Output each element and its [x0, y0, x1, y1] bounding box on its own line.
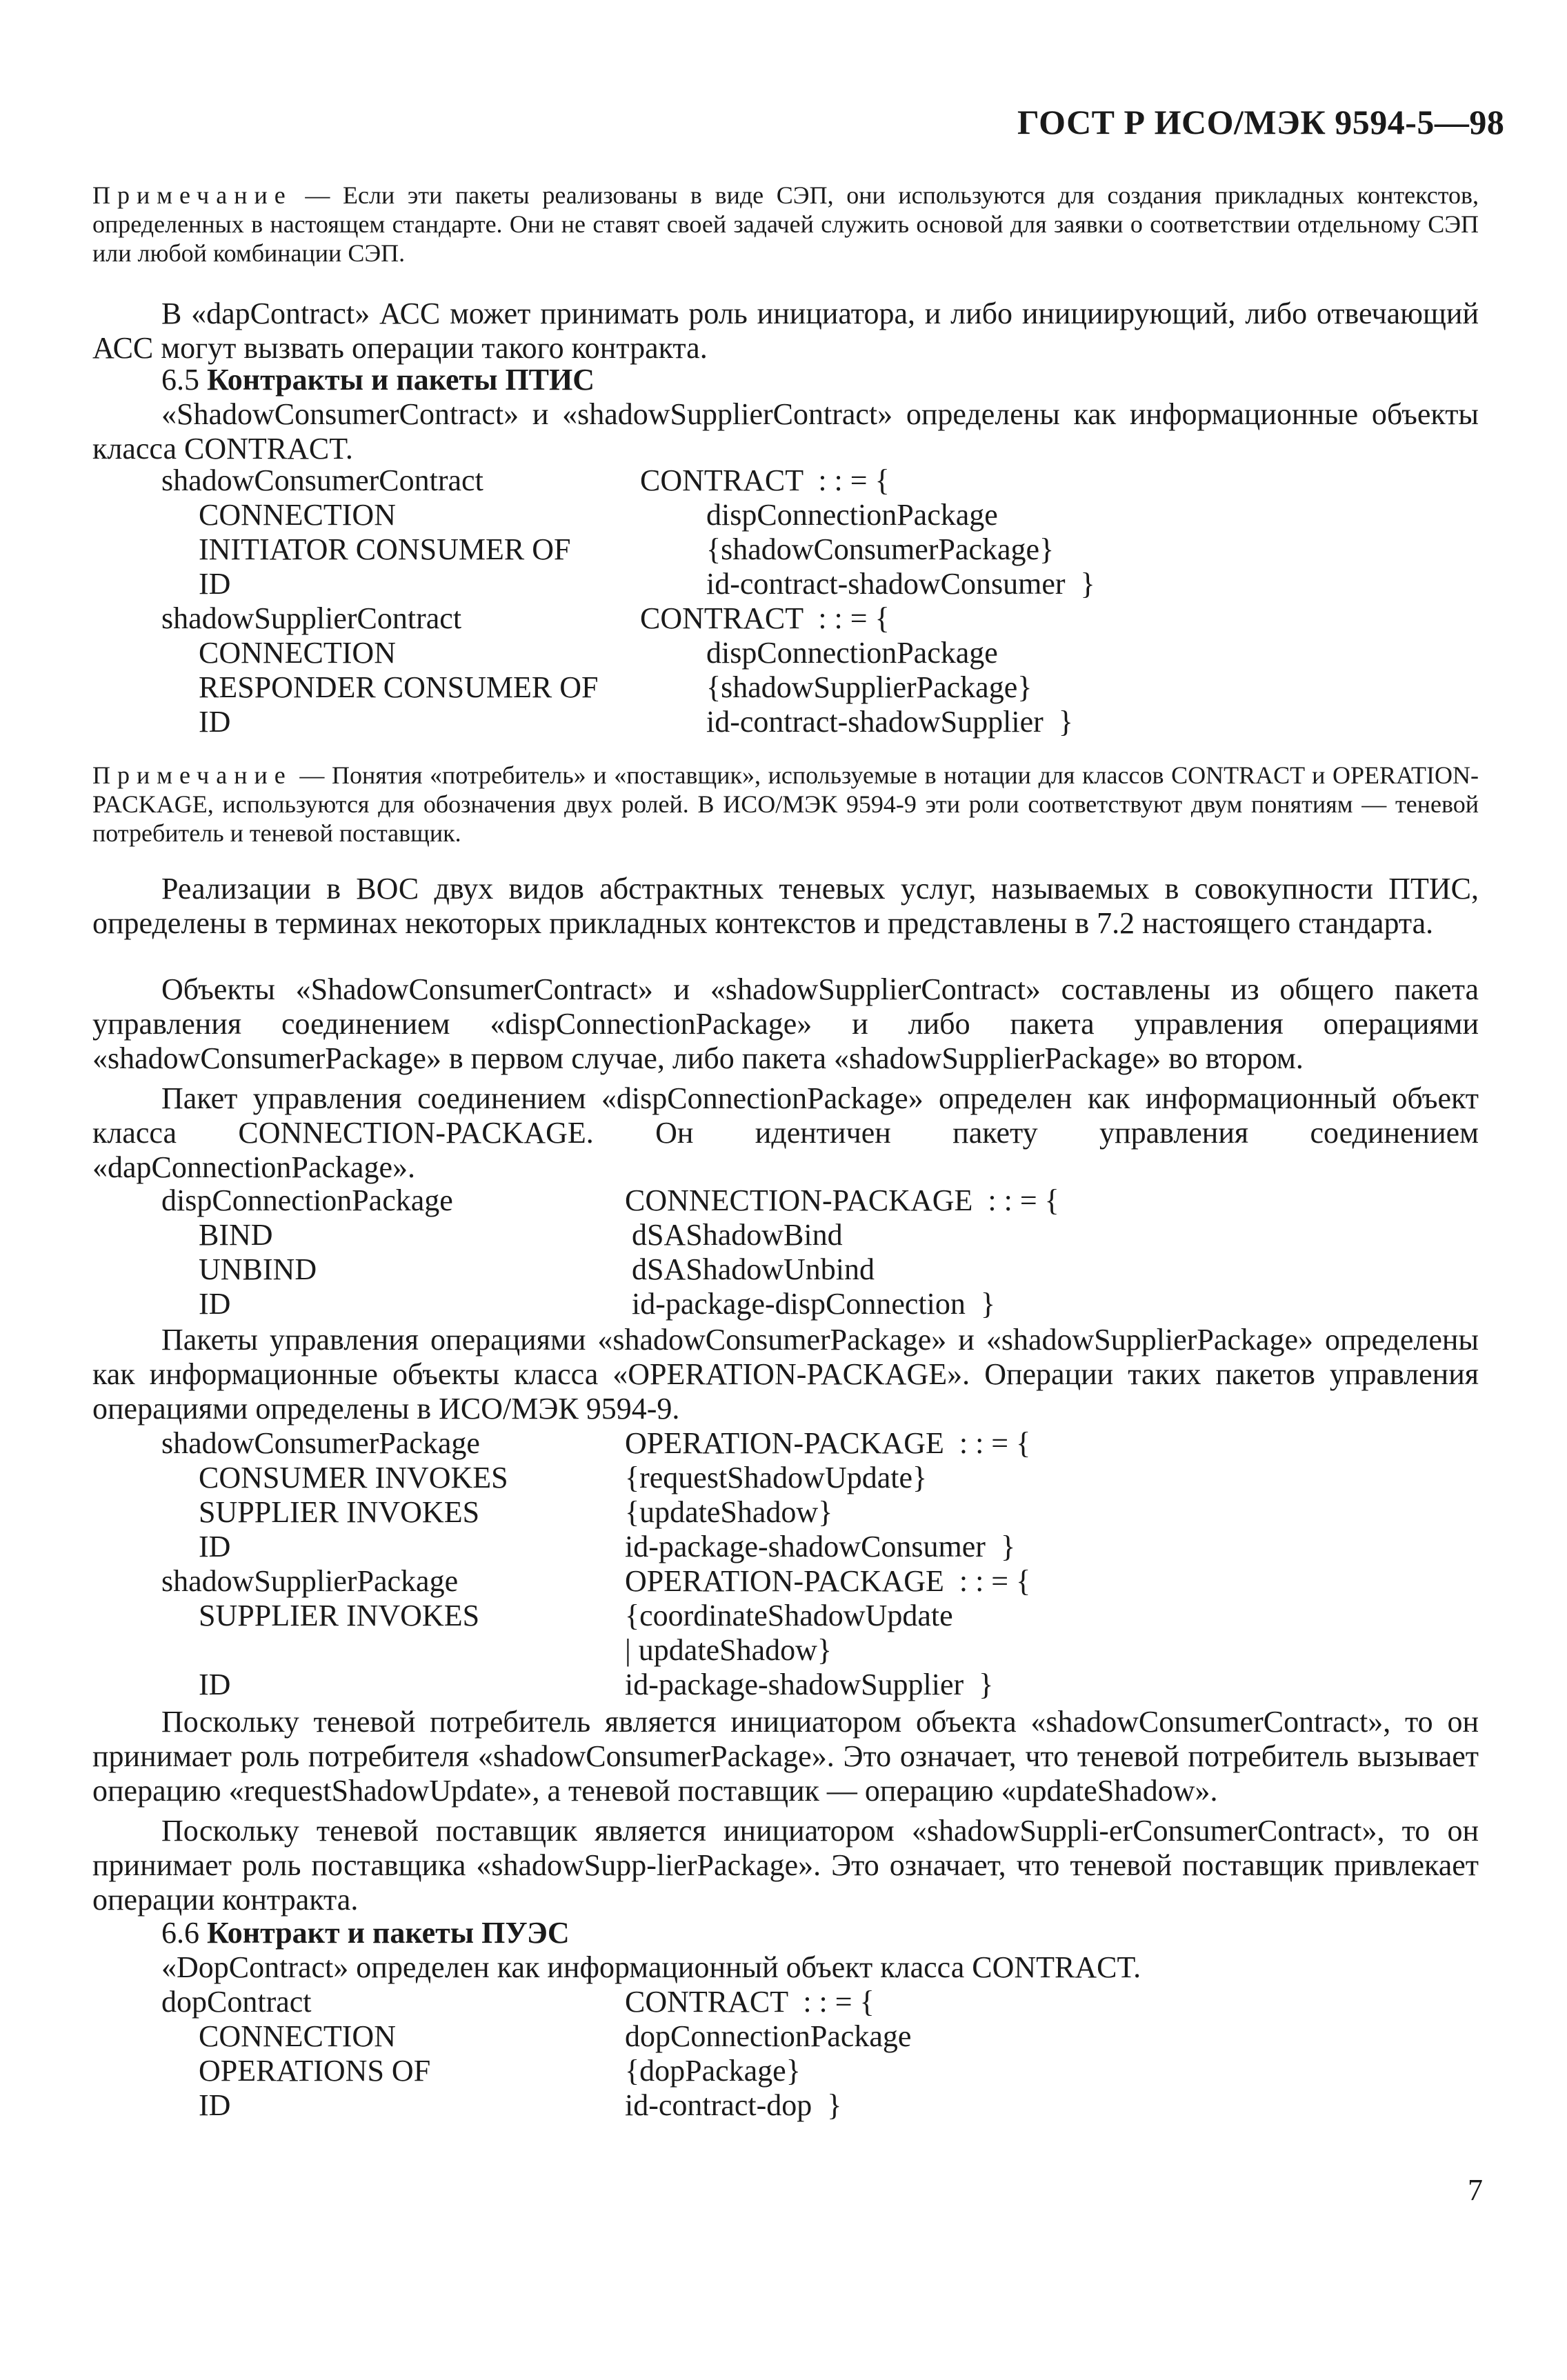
code-key: CONSUMER INVOKES — [199, 1461, 508, 1494]
code-key: ID — [199, 1287, 231, 1321]
code-block-disp-connection-package — [0, 1183, 1567, 1321]
section-heading-6-6 — [161, 1916, 570, 1950]
code-key: shadowConsumerPackage — [161, 1426, 480, 1460]
code-key: shadowConsumerContract — [161, 463, 483, 497]
code-key: CONNECTION — [199, 498, 396, 532]
paragraph-text: Поскольку теневой потребитель является инициатором объекта «shadowConsumerContract», то он принимает роль потребителя «shadowConsumerPackage». Это означает, что теневой потребитель вызывает операцию «requestShadowUpdate», а теневой поставщик — операцию «updateShadow». — [92, 1705, 1479, 1808]
section-heading-6-5 — [161, 363, 595, 397]
code-value: id-contract-dop } — [625, 2088, 842, 2122]
code-value: {shadowSupplierPackage} — [706, 670, 1032, 704]
page-number: 7 — [1468, 2173, 1483, 2207]
code-value: CONTRACT : : = { — [640, 463, 890, 497]
note-2 — [92, 761, 1479, 848]
paragraph-text: Пакет управления соединением «dispConnectionPackage» определен как информационный объект класса CONNECTION-PACKAGE. Он идентичен пакету управления соединением «dapConnectionPackage». — [92, 1081, 1479, 1184]
code-key: SUPPLIER INVOKES — [199, 1599, 480, 1632]
section-number: 6.6 — [161, 1916, 207, 1950]
paragraph-text: Реализации в ВОС двух видов абстрактных теневых услуг, называемых в совокупности ПТИС, определены в терминах некоторых прикладных контекстов и представлены в 7.2 настоящего стандарта. — [92, 872, 1479, 940]
code-value: {dopPackage} — [625, 2054, 801, 2088]
paragraph-disp-connection-package — [92, 1081, 1479, 1185]
code-value: id-package-shadowConsumer } — [625, 1530, 1016, 1563]
code-key: CONNECTION — [199, 2019, 396, 2053]
paragraph-implementations — [92, 872, 1479, 941]
code-block-shadow-contracts — [0, 463, 1567, 739]
code-value: {shadowConsumerPackage} — [706, 532, 1055, 566]
note-label: Примечание — [92, 181, 292, 209]
paragraph-dap-contract — [92, 297, 1479, 366]
paragraph-text: В «dapContract» АСС может принимать роль инициатора, и либо инициирующий, либо отвечающий АСС могут вызвать операции такого контракта. — [92, 297, 1479, 365]
paragraph-text: Объекты «ShadowConsumerContract» и «shadowSupplierContract» составлены из общего пакета управления соединением «dispConnectionPackage» и либо пакета управления операциями «shadowConsumerPackage» в первом случае, либо пакета «shadowSupplierPackage» во втором. — [92, 972, 1479, 1075]
code-value: dSAShadowUnbind — [632, 1252, 875, 1286]
code-key: OPERATIONS OF — [199, 2054, 431, 2088]
code-key: dispConnectionPackage — [161, 1183, 453, 1217]
code-value: CONNECTION-PACKAGE : : = { — [625, 1183, 1059, 1217]
code-key: RESPONDER CONSUMER OF — [199, 670, 599, 704]
code-value: id-contract-shadowConsumer } — [706, 567, 1095, 601]
note-label: Примечание — [92, 761, 292, 789]
code-value: id-package-shadowSupplier } — [625, 1668, 994, 1701]
code-value: dopConnectionPackage — [625, 2019, 912, 2053]
code-value: CONTRACT : : = { — [625, 1985, 875, 2019]
paragraph-contract-objects — [92, 972, 1479, 1076]
code-value: dispConnectionPackage — [706, 636, 998, 670]
code-value: {updateShadow} — [625, 1495, 833, 1529]
code-key: BIND — [199, 1218, 273, 1252]
paragraph-shadow-contracts — [92, 397, 1479, 466]
code-key: dopContract — [161, 1985, 312, 2019]
section-title: Контракт и пакеты ПУЭС — [207, 1916, 570, 1950]
code-key: ID — [199, 705, 231, 739]
paragraph-text: Пакеты управления операциями «shadowConsumerPackage» и «shadowSupplierPackage» определены как информационные объекты класса «OPERATION-PACKAGE». Операции таких пакетов управления операциями определены в ИСО/МЭК 9594-9. — [92, 1323, 1479, 1426]
paragraph-shadow-supplier-role — [92, 1814, 1479, 1917]
code-key: shadowSupplierPackage — [161, 1564, 459, 1598]
code-key: SUPPLIER INVOKES — [199, 1495, 480, 1529]
code-key: CONNECTION — [199, 636, 396, 670]
section-title: Контракты и пакеты ПТИС — [207, 363, 595, 397]
code-key: shadowSupplierContract — [161, 601, 462, 635]
code-key: ID — [199, 2088, 231, 2122]
code-block-operation-packages — [0, 1426, 1567, 1702]
paragraph-text: «DopContract» определен как информационный объект класса CONTRACT. — [161, 1950, 1141, 1984]
section-number: 6.5 — [161, 363, 207, 397]
paragraph-operation-packages — [92, 1323, 1479, 1426]
code-value: {coordinateShadowUpdate — [625, 1599, 953, 1632]
code-key: INITIATOR CONSUMER OF — [199, 532, 571, 566]
note-text: — Понятия «потребитель» и «поставщик», используемые в нотации для классов CONTRACT и OPERATION-PACKAGE, используются для обозначения двух ролей. В ИСО/МЭК 9594-9 эти роли соответствуют двум понятиям — теневой потребитель и теневой поставщик. — [92, 761, 1479, 847]
note-text: — Если эти пакеты реализованы в виде СЭП, они используются для создания прикладных контекстов, определенных в настоящем стандарте. Они не ставят своей задачей служить основой для заявки о соответствии отдельному СЭП или любой комбинации СЭП. — [92, 181, 1479, 267]
code-key: ID — [199, 1668, 231, 1701]
code-key: UNBIND — [199, 1252, 317, 1286]
code-value: dispConnectionPackage — [706, 498, 998, 532]
code-block-dop-contract — [0, 1985, 1567, 2123]
paragraph-text: «ShadowConsumerContract» и «shadowSupplierContract» определены как информационные объекты класса CONTRACT. — [92, 397, 1479, 466]
note-1 — [92, 181, 1479, 268]
paragraph-dop-contract — [92, 1950, 1479, 1985]
code-key: ID — [199, 1530, 231, 1563]
code-value: id-contract-shadowSupplier } — [706, 705, 1073, 739]
code-value: OPERATION-PACKAGE : : = { — [625, 1564, 1031, 1598]
code-value: id-package-dispConnection } — [632, 1287, 995, 1321]
paragraph-text: Поскольку теневой поставщик является инициатором «shadowSuppli-erConsumerContract», то он принимает роль поставщика «shadowSupp-lierPackage». Это означает, что теневой поставщик привлекает операции контракта. — [92, 1814, 1479, 1917]
code-value: | updateShadow} — [625, 1633, 832, 1667]
code-key: ID — [199, 567, 231, 601]
code-value: CONTRACT : : = { — [640, 601, 890, 635]
code-value: {requestShadowUpdate} — [625, 1461, 928, 1494]
document-header: ГОСТ Р ИСО/МЭК 9594-5—98 — [1017, 103, 1505, 141]
code-value: dSAShadowBind — [632, 1218, 843, 1252]
paragraph-shadow-consumer-role — [92, 1705, 1479, 1808]
code-value: OPERATION-PACKAGE : : = { — [625, 1426, 1031, 1460]
